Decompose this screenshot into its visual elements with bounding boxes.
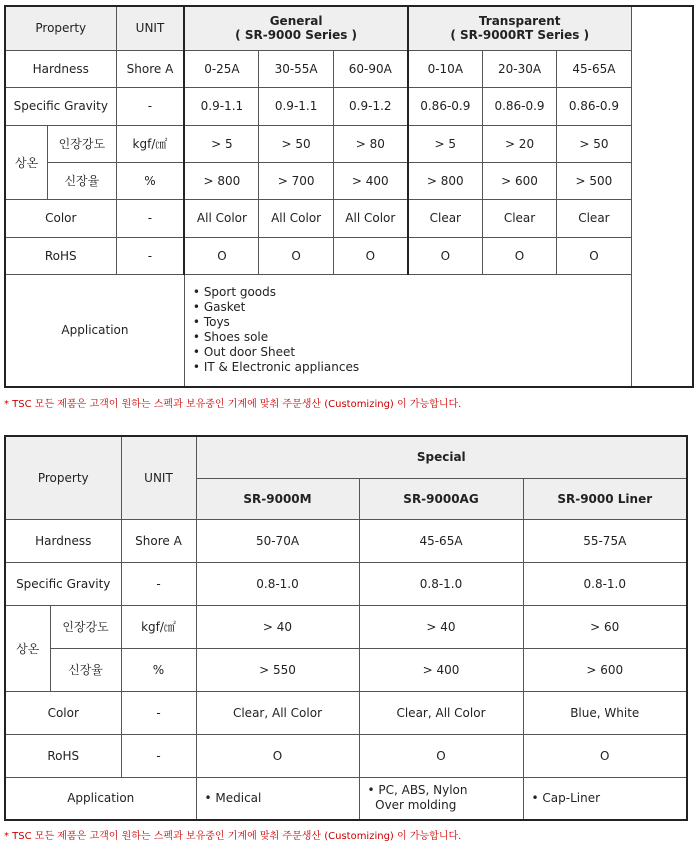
- value-cell: 0.86-0.9: [557, 87, 631, 125]
- value-cell: All Color: [333, 199, 408, 237]
- value-cell: O: [359, 734, 523, 777]
- row-label: Application: [5, 274, 184, 387]
- transparent-title: Transparent: [478, 14, 561, 29]
- value-cell: Clear: [482, 199, 556, 237]
- spec-table-special: [4, 435, 688, 821]
- value-cell: > 60: [523, 605, 687, 648]
- row-label: 인장강도: [50, 605, 121, 648]
- color-row: [5, 199, 693, 237]
- general-header: [184, 6, 407, 50]
- elongation-row: [5, 162, 693, 199]
- application-cell: [196, 777, 359, 820]
- value-cell: > 600: [482, 162, 556, 199]
- value-cell: 50-70A: [196, 519, 359, 562]
- transparent-header: [408, 6, 631, 50]
- value-cell: > 400: [359, 648, 523, 691]
- value-cell: > 50: [557, 125, 631, 162]
- value-cell: 0.8-1.0: [359, 562, 523, 605]
- value-cell: O: [557, 237, 631, 274]
- tensile-row: [5, 125, 693, 162]
- row-unit: %: [116, 162, 184, 199]
- value-cell: > 80: [333, 125, 408, 162]
- list-item: • IT & Electronic appliances: [192, 360, 360, 375]
- hardness-row: [5, 519, 687, 562]
- value-cell: 60-90A: [333, 50, 408, 87]
- property-header: Property: [5, 436, 121, 519]
- value-cell: O: [184, 237, 259, 274]
- list-item: • Medical: [204, 790, 262, 805]
- value-cell: Blue, White: [523, 691, 687, 734]
- customizing-note: * TSC 모든 제품은 고객이 원하는 스펙과 보유중인 기계에 맞춰 주문생산 (Customizing) 이 가능합니다.: [4, 399, 462, 410]
- row-label: Specific Gravity: [5, 562, 121, 605]
- value-cell: > 50: [259, 125, 333, 162]
- list-item: • Gasket: [192, 300, 246, 315]
- value-cell: 0.8-1.0: [196, 562, 359, 605]
- row-unit: -: [116, 199, 184, 237]
- gravity-row: [5, 562, 687, 605]
- value-cell: All Color: [259, 199, 333, 237]
- rohs-row: [5, 734, 687, 777]
- row-label: RoHS: [5, 734, 121, 777]
- room-temp-label: 상온: [5, 605, 50, 691]
- value-cell: 30-55A: [259, 50, 333, 87]
- transparent-series: ( SR-9000RT Series ): [450, 28, 590, 43]
- list-item: • Toys: [192, 315, 230, 330]
- unit-header: UNIT: [116, 6, 184, 50]
- spec-table-general-transparent: [4, 5, 694, 388]
- value-cell: O: [482, 237, 556, 274]
- value-cell: O: [259, 237, 333, 274]
- value-cell: > 5: [184, 125, 259, 162]
- value-cell: O: [408, 237, 483, 274]
- row-unit: -: [121, 734, 196, 777]
- value-cell: > 400: [333, 162, 408, 199]
- value-cell: 0.9-1.1: [184, 87, 259, 125]
- value-cell: Clear: [557, 199, 631, 237]
- value-cell: Clear: [408, 199, 483, 237]
- value-cell: O: [523, 734, 687, 777]
- row-unit: kgf/㎠: [121, 605, 196, 648]
- general-title: General: [269, 14, 323, 29]
- list-item: • Sport goods: [192, 285, 277, 300]
- value-cell: > 500: [557, 162, 631, 199]
- row-label: Specific Gravity: [5, 87, 116, 125]
- tensile-row: [5, 605, 687, 648]
- row-label: Color: [5, 691, 121, 734]
- product-header: SR-9000M: [196, 478, 359, 519]
- list-item: • Shoes sole: [192, 330, 269, 345]
- value-cell: > 800: [184, 162, 259, 199]
- value-cell: > 5: [408, 125, 483, 162]
- value-cell: 45-65A: [557, 50, 631, 87]
- value-cell: 0.86-0.9: [482, 87, 556, 125]
- value-cell: 0.9-1.2: [333, 87, 408, 125]
- color-row: [5, 691, 687, 734]
- property-header: Property: [5, 6, 116, 50]
- gravity-row: [5, 87, 693, 125]
- row-label: 인장강도: [48, 125, 116, 162]
- row-label: Application: [5, 777, 196, 820]
- row-label: 신장율: [50, 648, 121, 691]
- special-header: Special: [196, 436, 687, 478]
- row-unit: -: [121, 691, 196, 734]
- list-item: • Cap-Liner: [531, 790, 601, 805]
- room-temp-label: 상온: [5, 125, 48, 199]
- elongation-row: [5, 648, 687, 691]
- value-cell: Clear, All Color: [359, 691, 523, 734]
- row-label: Hardness: [5, 519, 121, 562]
- list-item: Over molding: [367, 798, 457, 813]
- value-cell: O: [196, 734, 359, 777]
- customizing-note: * TSC 모든 제품은 고객이 원하는 스펙과 보유중인 기계에 맞춰 주문생산 (Customizing) 이 가능합니다.: [4, 831, 462, 842]
- product-header: SR-9000AG: [359, 478, 523, 519]
- row-unit: Shore A: [121, 519, 196, 562]
- application-row: [5, 777, 687, 820]
- hardness-row: [5, 50, 693, 87]
- rohs-row: [5, 237, 693, 274]
- row-label: RoHS: [5, 237, 116, 274]
- product-header: SR-9000 Liner: [523, 478, 687, 519]
- value-cell: 0.9-1.1: [259, 87, 333, 125]
- value-cell: 0.86-0.9: [408, 87, 483, 125]
- application-cell: [359, 777, 523, 820]
- value-cell: 0.8-1.0: [523, 562, 687, 605]
- value-cell: > 800: [408, 162, 483, 199]
- application-row: [5, 274, 693, 387]
- value-cell: > 20: [482, 125, 556, 162]
- value-cell: > 600: [523, 648, 687, 691]
- list-item: • PC, ABS, Nylon: [367, 783, 468, 798]
- value-cell: Clear, All Color: [196, 691, 359, 734]
- value-cell: > 550: [196, 648, 359, 691]
- row-label: Hardness: [5, 50, 116, 87]
- row-unit: Shore A: [116, 50, 184, 87]
- value-cell: 20-30A: [482, 50, 556, 87]
- row-label: Color: [5, 199, 116, 237]
- general-series: ( SR-9000 Series ): [235, 28, 358, 43]
- row-label: 신장율: [48, 162, 116, 199]
- unit-header: UNIT: [121, 436, 196, 519]
- row-unit: -: [116, 87, 184, 125]
- row-unit: %: [121, 648, 196, 691]
- application-cell: [523, 777, 687, 820]
- row-unit: -: [116, 237, 184, 274]
- value-cell: 45-65A: [359, 519, 523, 562]
- value-cell: 0-10A: [408, 50, 483, 87]
- value-cell: O: [333, 237, 408, 274]
- value-cell: 0-25A: [184, 50, 259, 87]
- value-cell: All Color: [184, 199, 259, 237]
- value-cell: > 700: [259, 162, 333, 199]
- application-list: [184, 274, 631, 387]
- value-cell: > 40: [196, 605, 359, 648]
- value-cell: 55-75A: [523, 519, 687, 562]
- value-cell: > 40: [359, 605, 523, 648]
- row-unit: kgf/㎠: [116, 125, 184, 162]
- list-item: • Out door Sheet: [192, 345, 296, 360]
- row-unit: -: [121, 562, 196, 605]
